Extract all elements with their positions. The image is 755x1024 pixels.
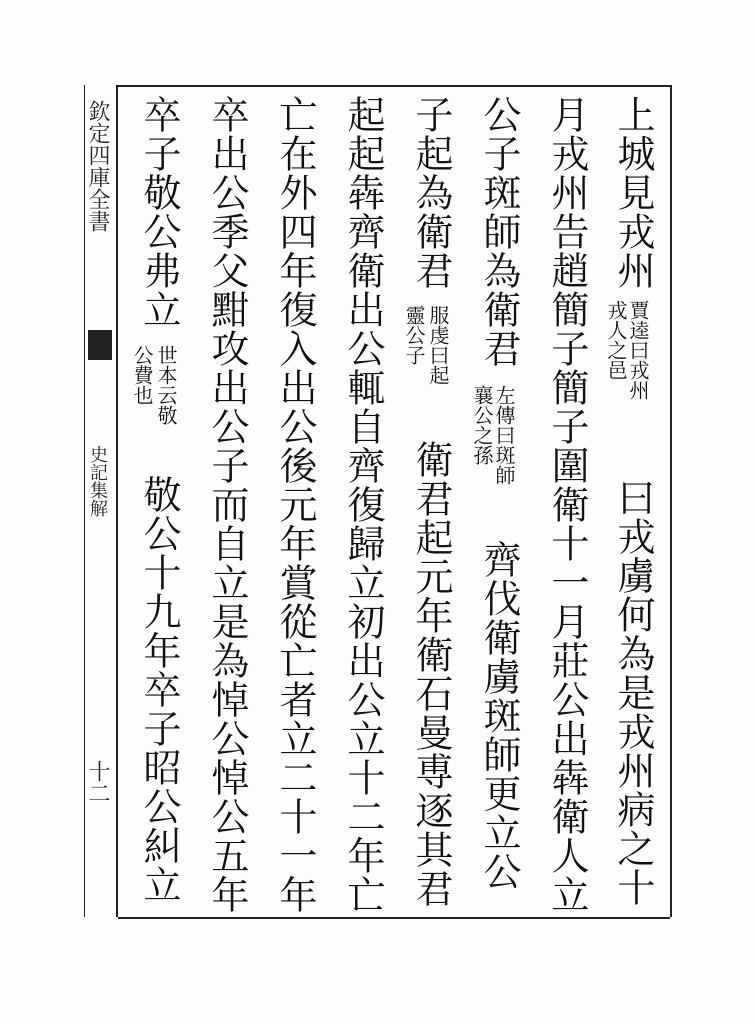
text-column-4-main-cont: 衛君起元年衛石曼尃逐其君 [409,440,453,908]
text-column-2-main: 月戎州告趙簡子簡子圍衛十一月莊公出犇衛人立 [545,95,589,914]
text-column-5-main: 起起犇齊衛出公輒自齊復歸立初出公立十二年亡 [341,95,385,914]
margin-title: 欽定四庫全書 [85,100,110,232]
text-column-1-note-left: 戎人之邑 [604,300,628,380]
text-column-8-main-cont: 敬公十九年卒子昭公糾立 [137,475,181,904]
text-column-6-main: 亡在外四年復入出公後元年賞從亡者立二十一年 [273,95,317,914]
text-column-4-note-right: 服虔曰起 [426,305,450,385]
text-column-1-note-right: 賈逵曰戎州 [626,300,650,400]
text-column-4-note-left: 靈公子 [402,305,426,365]
text-column-1-main: 上城見戎州 [611,95,655,290]
text-column-3-main-cont: 齊伐衛虜斑師更立公 [477,540,521,891]
text-column-3-main: 公子斑師為衛君 [477,95,521,368]
margin-section: 史記集解 [87,445,108,517]
text-column-3-note-right: 左傳曰斑師 [492,385,516,485]
page-frame-right-rule [670,85,672,917]
margin-page-number: 十二 [85,760,110,804]
text-column-7-main: 卒出公季父黚攻出公子而自立是為悼公悼公五年 [205,95,249,914]
text-column-8-note-right: 世本云敬 [154,345,178,425]
text-column-3-note-left: 襄公之孫 [470,385,494,465]
fish-tail-mark [88,330,112,360]
text-column-1-main-cont: 曰戎虜何為是戎州病之十 [611,478,655,907]
text-column-8-note-left: 公費也 [130,345,154,405]
text-column-8-main: 卒子敬公弗立 [137,95,181,329]
text-column-4-main: 子起為衛君 [409,95,453,290]
